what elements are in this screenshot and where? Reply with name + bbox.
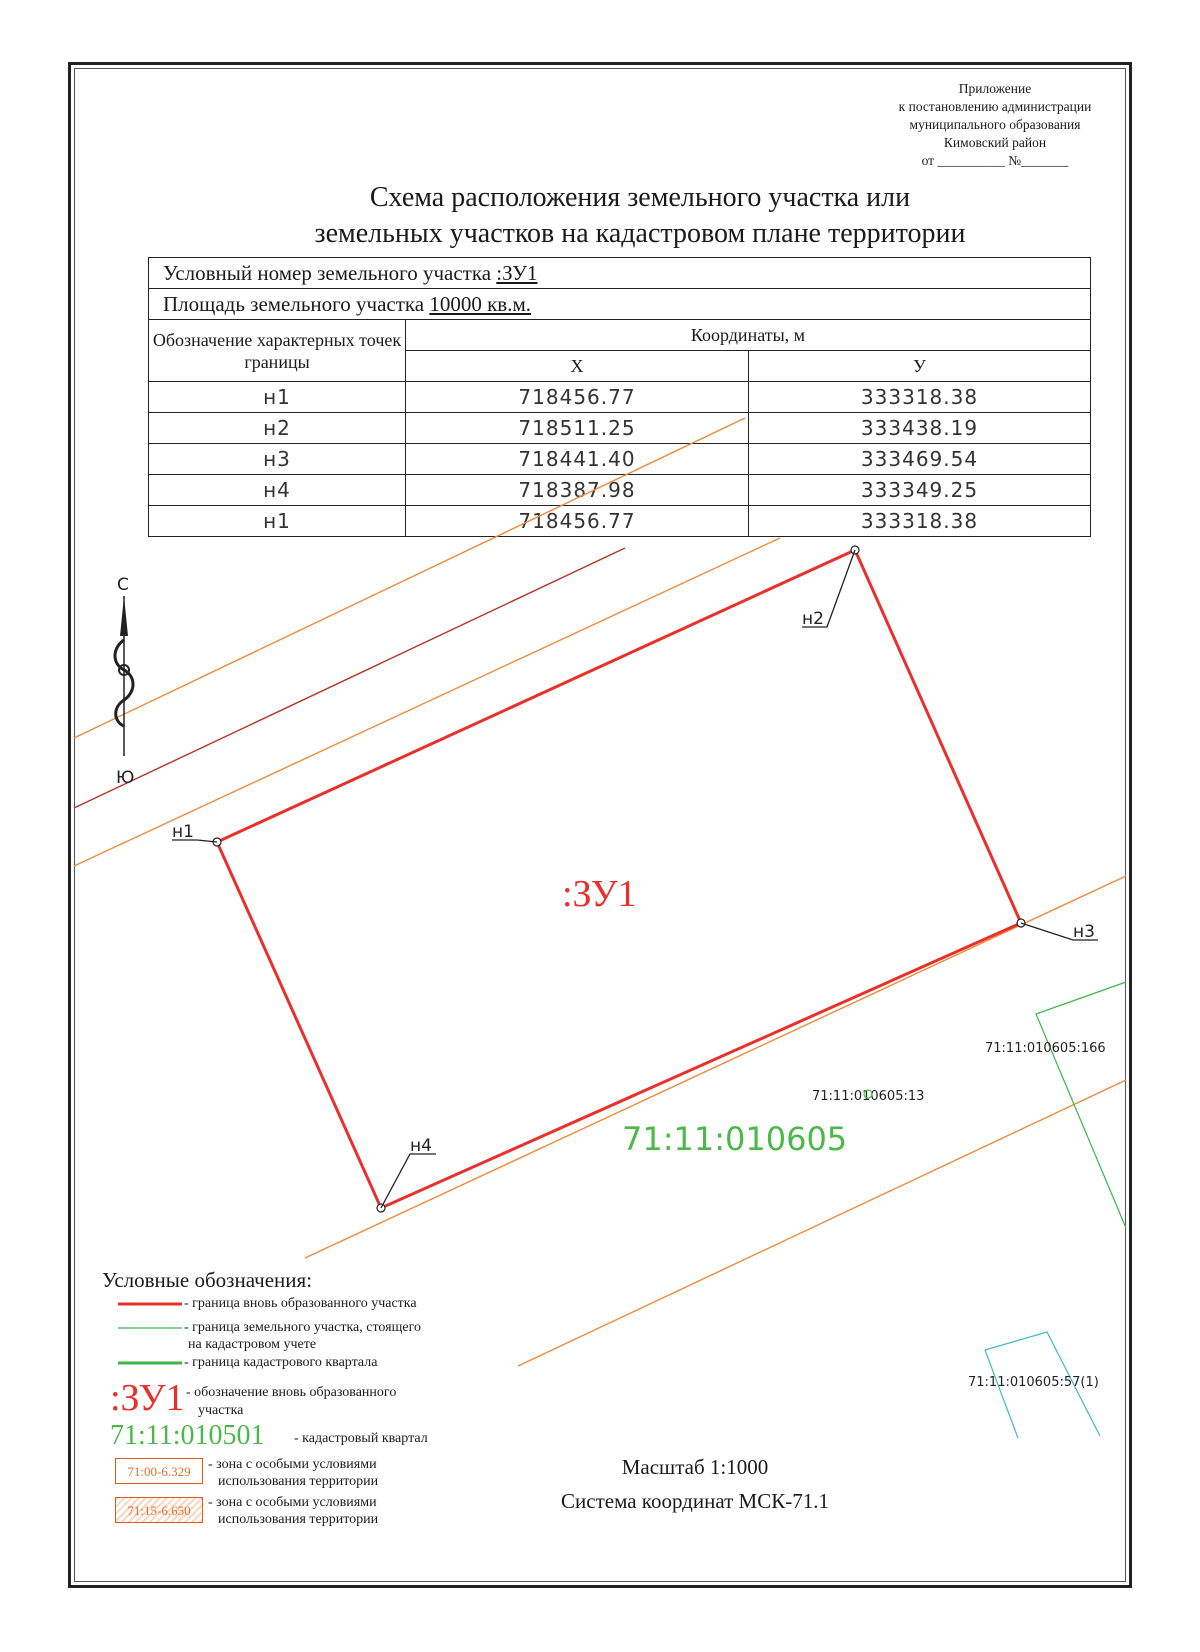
legend-item-registered: - граница земельного участка, стоящего [184,1320,421,1335]
zone-line-upper [74,418,745,738]
compass-south-label: Ю [116,768,135,788]
cell-y: 333469.54 [749,444,1091,475]
cell-point: н1 [149,382,406,413]
appendix-line: Кимовский район [943,135,1047,150]
legend-item-registered-cont: на кадастровом учете [188,1337,317,1352]
parcel-label: :ЗУ1 [562,873,637,915]
cell-point: н2 [149,413,406,444]
cell-y: 333318.38 [749,382,1091,413]
legend-item-parcel: - обозначение вновь образованного [186,1385,397,1400]
legend-item-zone-2: - зона с особыми условиями [208,1495,377,1510]
parcel-area-value: 10000 кв.м. [429,291,532,316]
label-n3: н3 [1073,922,1095,942]
legend-item-new-boundary: - граница вновь образованного участка [184,1296,417,1311]
cell-x: 718387.98 [406,475,749,506]
legend-item-parcel-cont: участка [198,1403,244,1418]
scale-label: Масштаб 1:1000 [621,1455,769,1479]
title-line: Схема расположения земельного участка или [369,182,911,213]
zone-line-middle [74,538,780,866]
parcel-area-label: Площадь земельного участка [163,291,425,316]
cell-x: 718456.77 [406,382,749,413]
cell-y: 333318.38 [749,506,1091,537]
cell-point: н1 [149,506,406,537]
appendix-line: муниципального образования [909,117,1081,132]
legend-title: Условные обозначения: [102,1268,313,1292]
coordinate-system-label: Система координат МСК-71.1 [561,1489,829,1513]
leader-n4 [381,1154,436,1208]
neighbor-label-166: 71:11:010605:166 [985,1041,1106,1056]
cell-x: 718511.25 [406,413,749,444]
legend-item-zone-1: - зона с особыми условиями [208,1457,377,1472]
appendix-line: Приложение [958,81,1032,96]
registered-parcel-boundary [1036,982,1126,1228]
legend-symbol-quarter: 71:11:010501 [110,1420,265,1451]
zone-line-lower [305,876,1126,1258]
label-n2: н2 [802,609,824,629]
cell-y: 333438.19 [749,413,1091,444]
legend-zone-box-2: 71:15-6.650 [115,1497,203,1523]
y-header: У [749,351,1091,382]
cell-point: н4 [149,475,406,506]
title-line: земельных участков на кадастровом плане территории [314,218,966,249]
label-n1: н1 [172,822,194,842]
x-header: X [406,351,749,382]
legend-zone-box-1: 71:00-6.329 [115,1458,203,1484]
legend-item-zone-2-cont: использования территории [218,1512,379,1527]
legend-item-quarter-boundary: - граница кадастрового квартала [184,1355,378,1370]
zone-line-dark [74,548,625,808]
neighbor-label-13: 71:11:010605:13 [812,1089,925,1104]
parcel-number-label: Условный номер земельного участка [163,260,492,285]
label-n4: н4 [410,1136,432,1156]
cell-x: 718456.77 [406,506,749,537]
compass-north-label: С [117,575,129,595]
points-header: Обозначение характерных точек границы [149,320,406,382]
coords-header: Координаты, м [406,320,1091,351]
legend-symbol-parcel: :ЗУ1 [110,1377,185,1419]
compass-icon [115,596,133,756]
legend-item-quarter: - кадастровый квартал [294,1431,428,1446]
legend-item-zone-1-cont: использования территории [218,1474,379,1489]
neighbor-label-57: 71:11:010605:57(1) [968,1375,1099,1390]
cyan-boundary-side [985,1350,1018,1438]
appendix-line: к постановлению администрации [898,99,1092,114]
appendix-date-number: от __________ №_______ [921,153,1069,168]
quarter-label: 71:11:010605 [622,1120,848,1158]
parcel-number-value: :ЗУ1 [496,260,538,285]
cell-point: н3 [149,444,406,475]
cell-y: 333349.25 [749,475,1091,506]
cell-x: 718441.40 [406,444,749,475]
map-footer [515,1450,875,1518]
